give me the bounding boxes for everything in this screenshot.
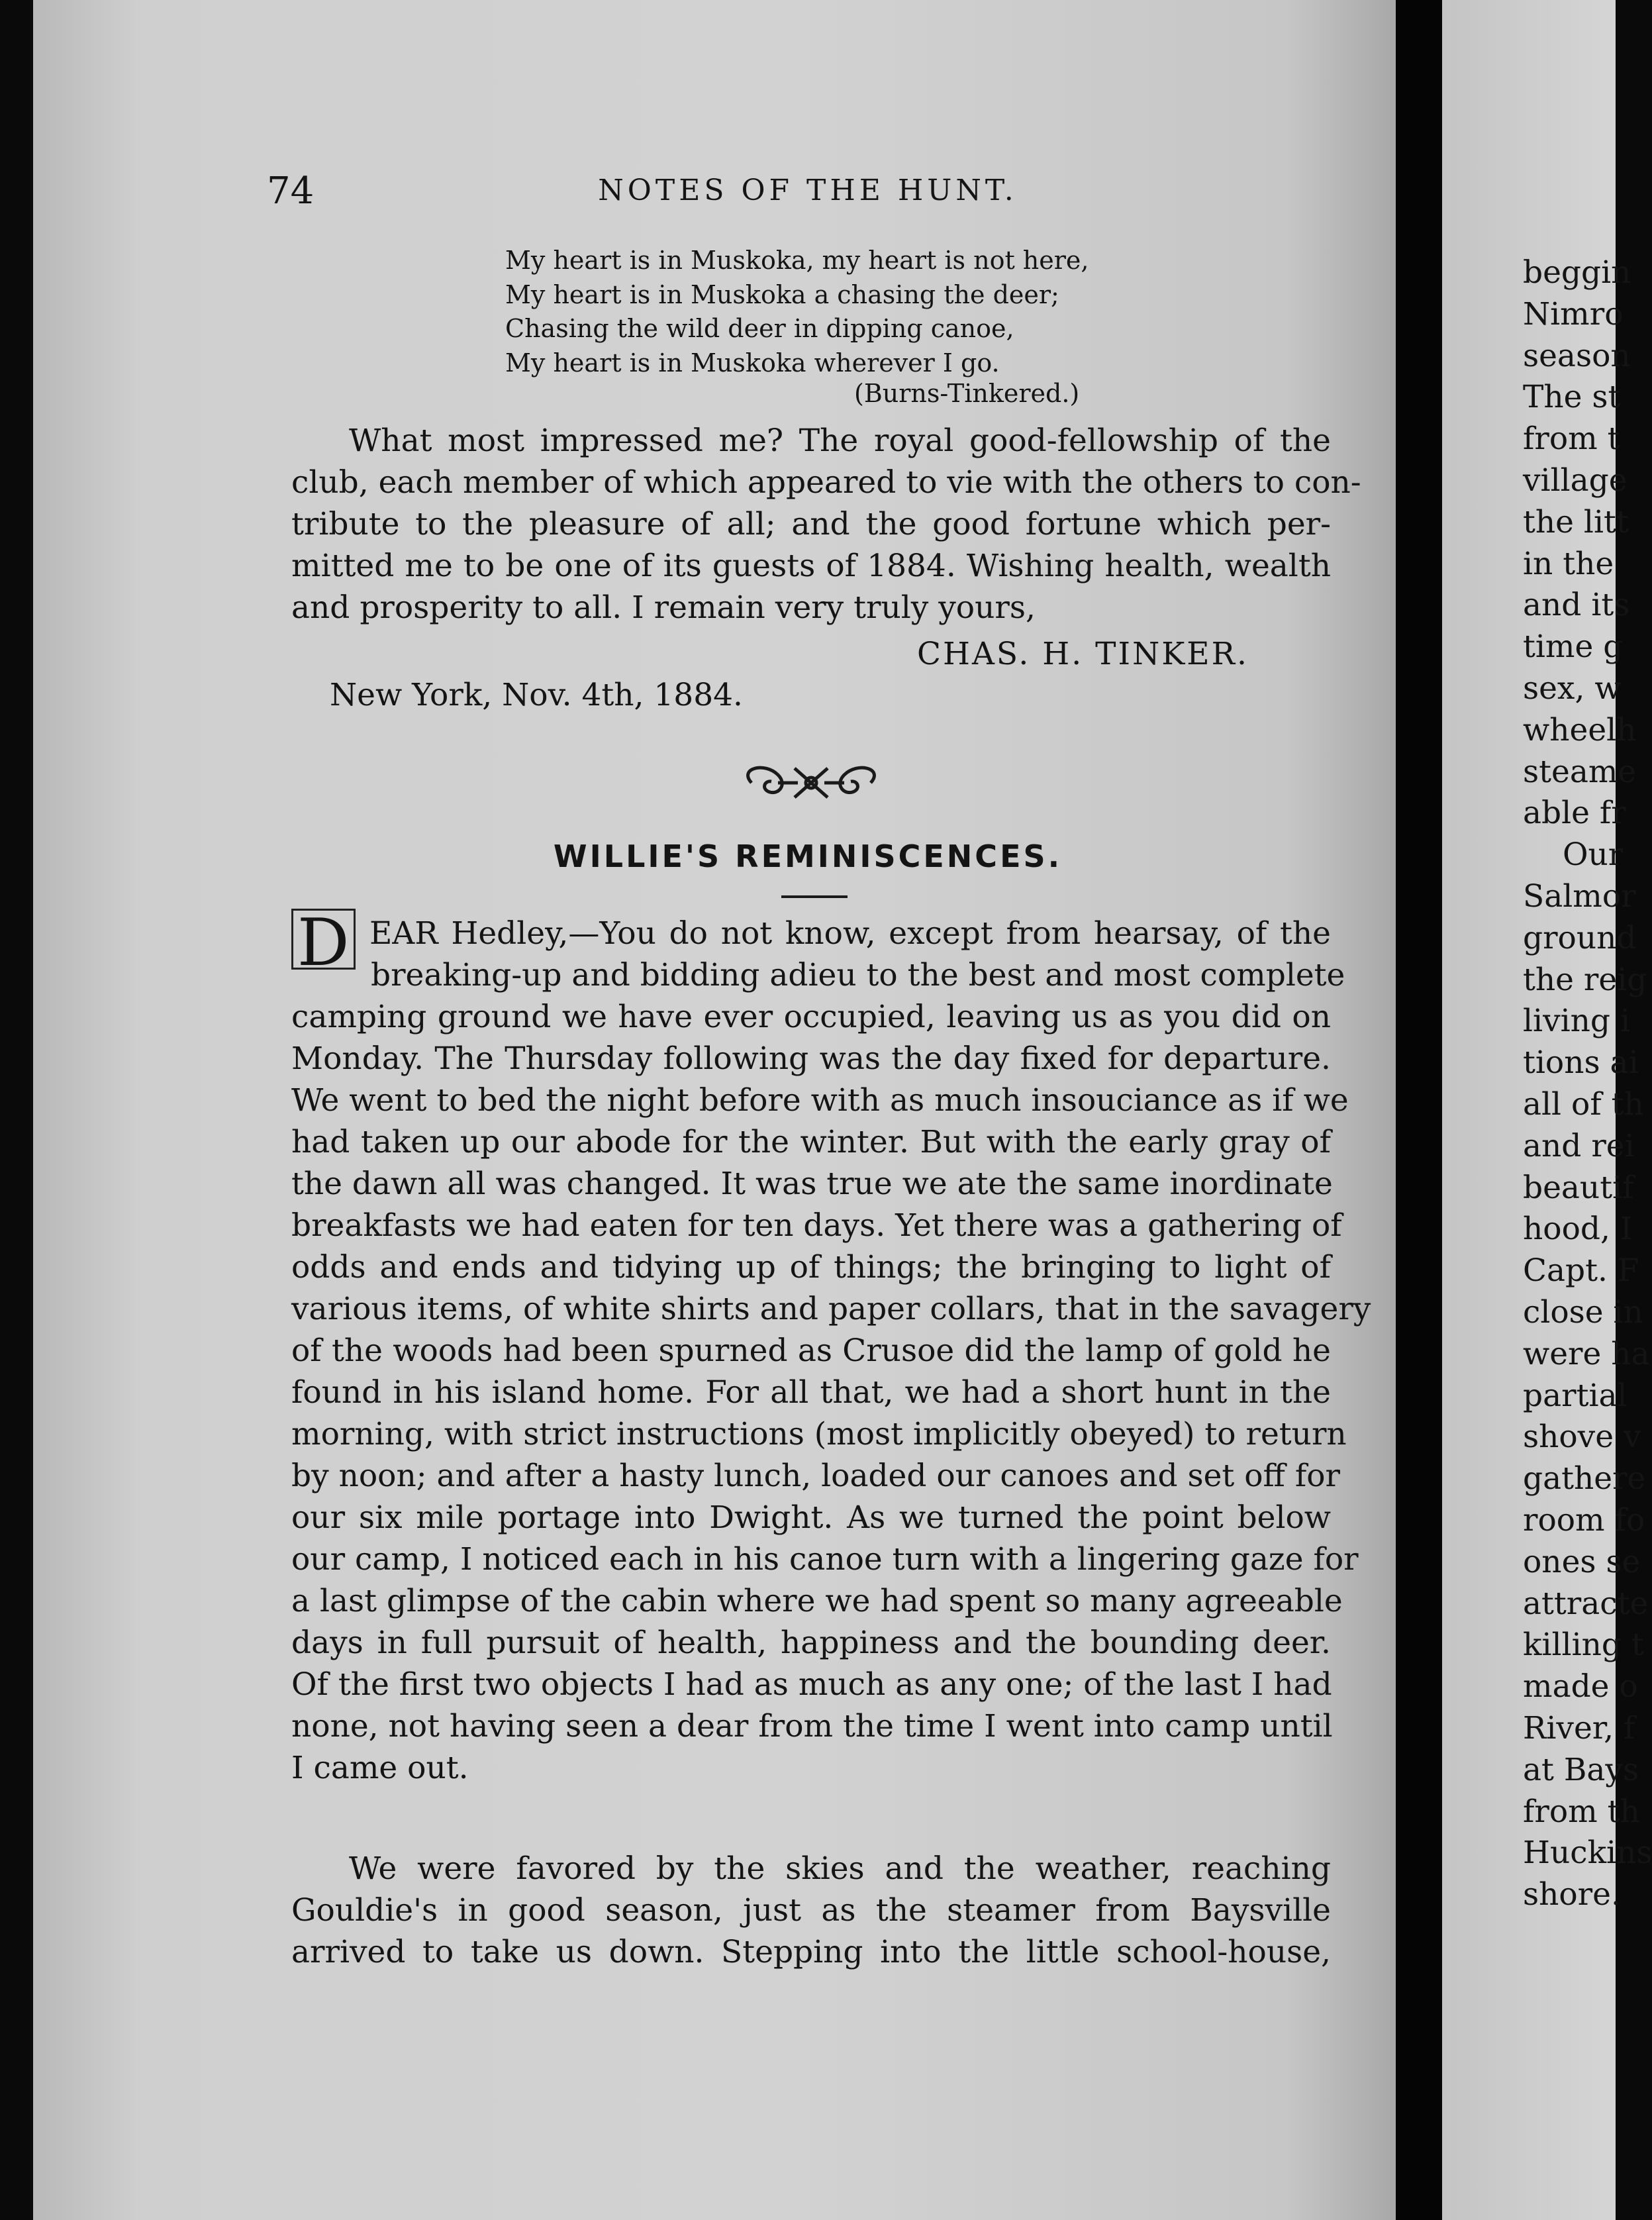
text-line: by noon; and after a hasty lunch, loaded our canoes and set off for: [291, 1458, 1341, 1494]
text-line: We went to bed the night before with as much insouciance as if we: [291, 1082, 1349, 1119]
facing-page-line: The st: [1523, 379, 1621, 416]
verse-block: [505, 244, 1167, 380]
facing-page-line: time g: [1523, 629, 1624, 666]
dateline: New York, Nov. 4th, 1884.: [330, 677, 743, 713]
text-line: the dawn all was changed. It was true we ate the same inordinate: [291, 1166, 1333, 1202]
facing-page-line: Our: [1563, 836, 1624, 874]
facing-page-line: from th: [1523, 1793, 1640, 1830]
facing-page-line: beautif: [1523, 1169, 1634, 1206]
verse-line: My heart is in Muskoka, my heart is not here,: [505, 246, 1089, 275]
drop-cap: D: [291, 909, 356, 970]
text-line: of the woods had been spurned as Crusoe did the lamp of gold he: [291, 1333, 1331, 1369]
article-title: WILLIE'S REMINISCENCES.: [553, 838, 1063, 874]
facing-page-line: attracte: [1523, 1585, 1649, 1622]
running-head: NOTES OF THE HUNT.: [598, 174, 1018, 207]
text-line: morning, with strict instructions (most implicitly obeyed) to return: [291, 1416, 1347, 1452]
text-line: breakfasts we had eaten for ten days. Yet there was a gathering of: [291, 1207, 1342, 1244]
facing-page-line: were ha: [1523, 1335, 1650, 1372]
facing-page-line: and rei: [1523, 1127, 1635, 1164]
book-gutter: [1396, 0, 1442, 2220]
text-line: our six mile portage into Dwight. As we turned the point below: [291, 1499, 1331, 1536]
facing-page-line: from t: [1523, 421, 1620, 458]
facing-page-line: gathere: [1523, 1460, 1646, 1497]
facing-page-line: sex, w: [1523, 670, 1622, 707]
facing-page-line: and its: [1523, 587, 1630, 624]
facing-page-line: River, f: [1523, 1710, 1635, 1746]
facing-page-line: Nimro: [1523, 295, 1624, 332]
facing-page-line: in the: [1523, 545, 1614, 582]
facing-page-line: close in: [1523, 1294, 1643, 1331]
facing-page-line: steame: [1523, 753, 1637, 790]
facing-page-line: living i: [1523, 1003, 1630, 1040]
facing-page-line: Capt. F: [1523, 1252, 1639, 1289]
text-line: Of the first two objects I had as much as any one; of the last I had: [291, 1666, 1332, 1703]
title-rule: [781, 895, 848, 898]
text-line: had taken up our abode for the winter. But with the early gray of: [291, 1124, 1331, 1160]
facing-page-line: tions ai: [1523, 1044, 1639, 1082]
facing-page-line: shove v: [1523, 1419, 1641, 1456]
facing-page-line: able fr: [1523, 795, 1626, 832]
signature: CHAS. H. TINKER.: [917, 636, 1249, 672]
text-line: Gouldie's in good season, just as the steamer from Baysville: [291, 1892, 1331, 1929]
text-line: What most impressed me? The royal good-fellowship of the: [349, 423, 1331, 459]
facing-page-line: room fo: [1523, 1502, 1645, 1539]
facing-page-line: killing t: [1523, 1627, 1644, 1664]
text-line: days in full pursuit of health, happiness and the bounding deer.: [291, 1625, 1331, 1661]
facing-page-line: at Bays: [1523, 1751, 1639, 1788]
verse-line: My heart is in Muskoka a chasing the deer;: [505, 279, 1059, 309]
facing-page-line: beggin: [1523, 254, 1631, 291]
text-line: none, not having seen a dear from the time I went into camp until: [291, 1708, 1333, 1744]
facing-page-line: the litt: [1523, 503, 1629, 540]
facing-page-line: ground: [1523, 919, 1637, 956]
text-line: and prosperity to all. I remain very truly yours,: [291, 589, 1036, 626]
text-line: club, each member of which appeared to vie with the others to con-: [291, 464, 1361, 501]
facing-page-line: made o: [1523, 1668, 1638, 1705]
facing-page-line: Salmor: [1523, 878, 1636, 915]
text-line: Monday. The Thursday following was the day fixed for departure.: [291, 1040, 1331, 1077]
letter-paragraph: [291, 420, 1361, 629]
facing-page-line: ones se: [1523, 1543, 1641, 1580]
facing-page-line: partial: [1523, 1377, 1628, 1414]
text-line: We were favored by the skies and the weather, reaching: [349, 1850, 1331, 1887]
facing-page-line: wheelh: [1523, 711, 1637, 748]
text-line: tribute to the pleasure of all; and the good fortune which per-: [291, 506, 1331, 542]
article-paragraph-2: [291, 1848, 1331, 1973]
ornament-flourish: [732, 755, 891, 811]
facing-page-line: season: [1523, 337, 1631, 374]
verse-line: Chasing the wild deer in dipping canoe,: [505, 314, 1014, 343]
verse-attribution: (Burns-Tinkered.): [854, 379, 1080, 408]
text-line: arrived to take us down. Stepping into the little school-house,: [291, 1934, 1331, 1970]
text-line: our camp, I noticed each in his canoe turn with a lingering gaze for: [291, 1541, 1359, 1578]
text-line: EAR Hedley,—You do not know, except from hearsay, of the: [369, 915, 1331, 952]
article-paragraph-1: [291, 913, 1371, 1789]
text-line: odds and ends and tidying up of things; the bringing to light of: [291, 1249, 1331, 1286]
text-line: found in his island home. For all that, we had a short hunt in the: [291, 1374, 1331, 1411]
facing-page-line: Huckins: [1523, 1835, 1652, 1872]
text-line: various items, of white shirts and paper collars, that in the savagery: [291, 1291, 1371, 1327]
verse-line: My heart is in Muskoka wherever I go.: [505, 348, 1000, 378]
facing-page-line: hood, I: [1523, 1211, 1633, 1248]
text-line: I came out.: [291, 1750, 469, 1786]
facing-page-line: shore.: [1523, 1876, 1621, 1913]
text-line: mitted me to be one of its guests of 1884. Wishing health, wealth: [291, 548, 1331, 584]
text-line: breaking-up and bidding adieu to the best and most complete: [371, 957, 1345, 993]
page-number: 74: [267, 170, 315, 213]
text-line: a last glimpse of the cabin where we had spent so many agreeable: [291, 1583, 1343, 1619]
facing-page-line: all of th: [1523, 1086, 1644, 1123]
facing-page-line: the reig: [1523, 961, 1647, 998]
text-line: camping ground we have ever occupied, leaving us as you did on: [291, 999, 1331, 1035]
facing-page-line: village: [1523, 462, 1628, 499]
